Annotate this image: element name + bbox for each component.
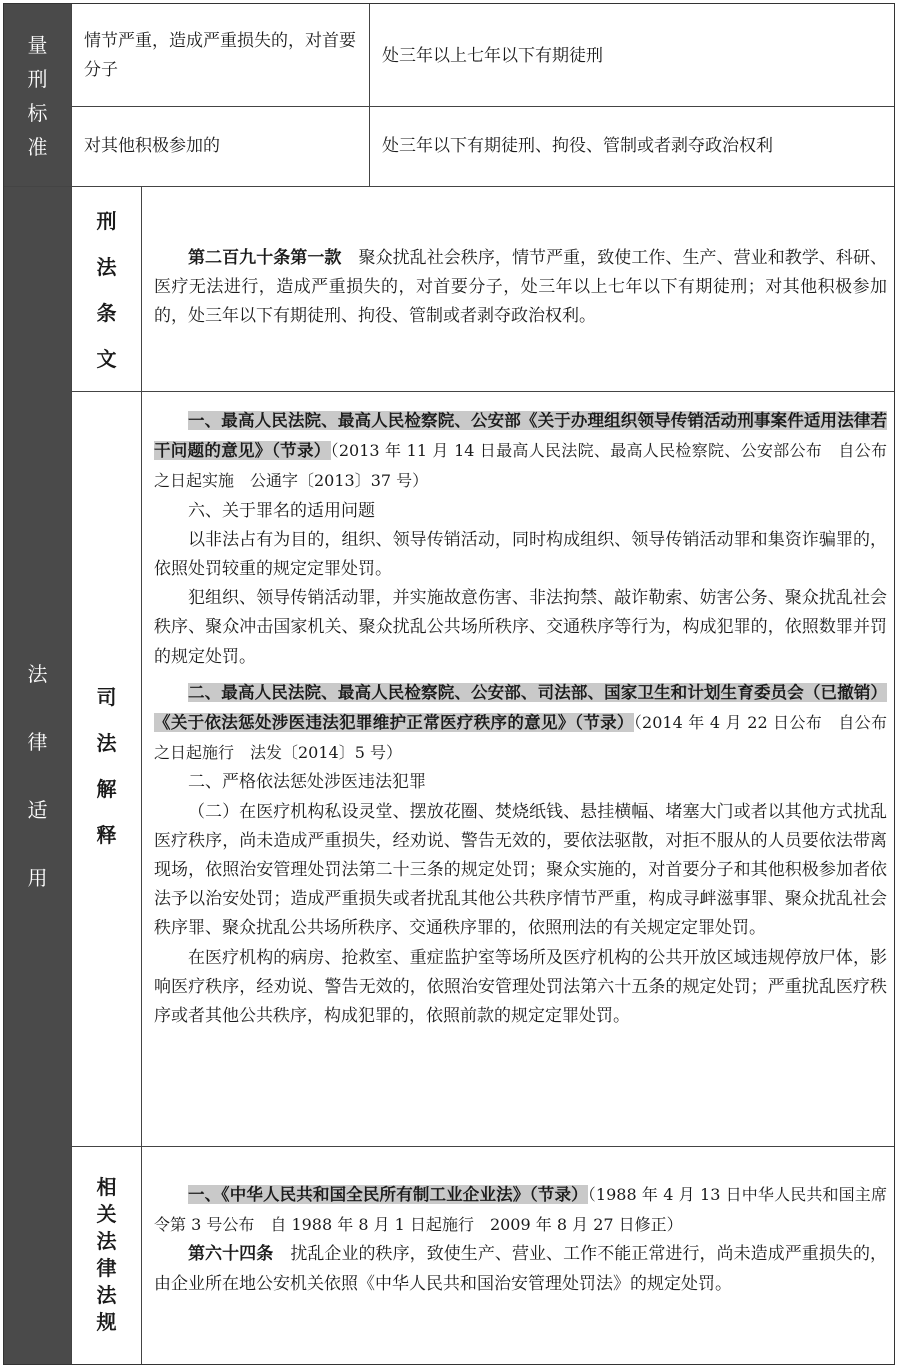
ji-item-1 — [154, 406, 887, 497]
related-laws-label: 相 关 法 律 法 规 — [96, 1174, 117, 1334]
ji-item-1-para-2: 犯组织、领导传销活动罪，并实施故意伤害、非法拘禁、敲诈勒索、妨害公务、聚众扰乱社会秩序、聚众冲击国家机关、聚众扰乱公共场所秩序、交通秩序等行为，构成犯罪的，依照数罪并罚的规定处罚。 — [154, 588, 887, 667]
rl-article: 第六十四条 扰乱企业的秩序，致使生产、营业、工作不能正常进行，尚未造成严重损失的，由企业所在地公安机关依照《中华人民共和国治安管理处罚法》的规定处罚。 — [154, 1244, 888, 1294]
ji-item-2-para-2: 在医疗机构的病房、抢救室、重症监护室等场所及医疗机构的公共开放区域违规停放尸体，影响医疗秩序，经劝说、警告无效的，依照治安管理处罚法第六十五条的规定处罚；严重扰乱医疗秩序或者其他公共秩序，构成犯罪的，依照前款的规定定罪处罚。 — [154, 947, 887, 1027]
sentencing-row-1-penalty: 处三年以上七年以下有期徒刑 — [382, 46, 603, 66]
sidebar-char: 标 — [27, 100, 48, 125]
ji-item-1-source: （2013 年 11 月 14 日最高人民法院、最高人民检察院、公安部公布 自公布之日起实施 公通字〔2013〕37 号） — [154, 441, 887, 491]
judicial-interpretation-content — [154, 406, 887, 1031]
sidebar-char: 准 — [27, 134, 48, 159]
ji-item-1-para-1: 以非法占有为目的，组织、领导传销活动，同时构成组织、领导传销活动罪和集资诈骗罪的，依照处罚较重的规定定罪处罚。 — [154, 529, 887, 580]
sidebar-char: 量 — [27, 32, 48, 57]
sidebar-char: 适 — [27, 797, 48, 822]
application-sidebar — [4, 187, 71, 1364]
sentencing-row-2-penalty: 处三年以下有期徒刑、拘役、管制或者剥夺政治权利 — [382, 136, 773, 156]
rl-item-1-heading: 一、《中华人民共和国全民所有制工业企业法》（节录） — [188, 1185, 588, 1204]
ji-item-2-para-1: （二）在医疗机构私设灵堂、摆放花圈、焚烧纸钱、悬挂横幅、堵塞大门或者以其他方式扰乱医疗秩序，尚未造成严重损失，经劝说、警告无效的，要依法驱散，对拒不服从的人员要依法带离现场，依照治安管理处罚法第二十三条的规定处罚；聚众实施的，对首要分子和其他积极参加者依法予以治安处罚；造成严重损失或者扰乱其他公共秩序情节严重，构成寻衅滋事罪、聚众扰乱社会秩序罪、聚众扰乱公共场所秩序、交通秩序罪的，依照刑法的有关规定定罪处罚。 — [154, 801, 887, 939]
sidebar-char: 律 — [27, 729, 48, 754]
ji-item-2-section: 二、严格依法惩处涉医违法犯罪 — [188, 772, 426, 793]
sidebar-char: 法 — [27, 661, 48, 686]
related-laws-content — [154, 1180, 887, 1299]
ji-item-1-heading: 一、最高人民法院、最高人民检察院、公安部《关于办理组织领导传销活动刑事案件适用法律若干问题的意见》（节录） — [154, 411, 887, 461]
criminal-law-label: 刑 法 条 文 — [96, 209, 117, 371]
ji-item-2-source: （2014 年 4 月 22 日公布 自公布之日起施行 法发〔2014〕5 号） — [154, 713, 887, 763]
sentencing-sidebar — [4, 4, 71, 187]
ji-item-2-heading: 二、最高人民法院、最高人民检察院、公安部、司法部、国家卫生和计划生育委员会（已撤销）《关于依法惩处涉医违法犯罪维护正常医疗秩序的意见》（节录） — [154, 682, 887, 733]
judicial-interpretation-label: 司 法 解 释 — [96, 685, 117, 847]
ji-item-1-section: 六、关于罪名的适用问题 — [188, 500, 375, 521]
criminal-law-content — [154, 244, 887, 332]
rl-item-1 — [154, 1180, 887, 1240]
rl-item-1-source: （1988 年 4 月 13 日中华人民共和国主席令第 3 号公布 自 1988 年 8 月 1 日起施行 2009 年 8 月 27 日修正） — [154, 1185, 887, 1235]
sentencing-row-1-condition: 情节严重，造成严重损失的，对首要分子 — [84, 31, 356, 80]
sidebar-char: 刑 — [27, 66, 48, 91]
criminal-law-article: 第二百九十条第一款 聚众扰乱社会秩序，情节严重，致使工作、生产、营业和教学、科研、医疗无法进行，造成严重损失的，对首要分子，处三年以上七年以下有期徒刑；对其他积极参加的，处三年以下有期徒刑、拘役、管制或者剥夺政治权利。 — [154, 248, 888, 327]
sentencing-row-2-condition: 对其他积极参加的 — [84, 136, 220, 156]
ji-item-2 — [154, 678, 887, 769]
sidebar-char: 用 — [27, 865, 48, 890]
